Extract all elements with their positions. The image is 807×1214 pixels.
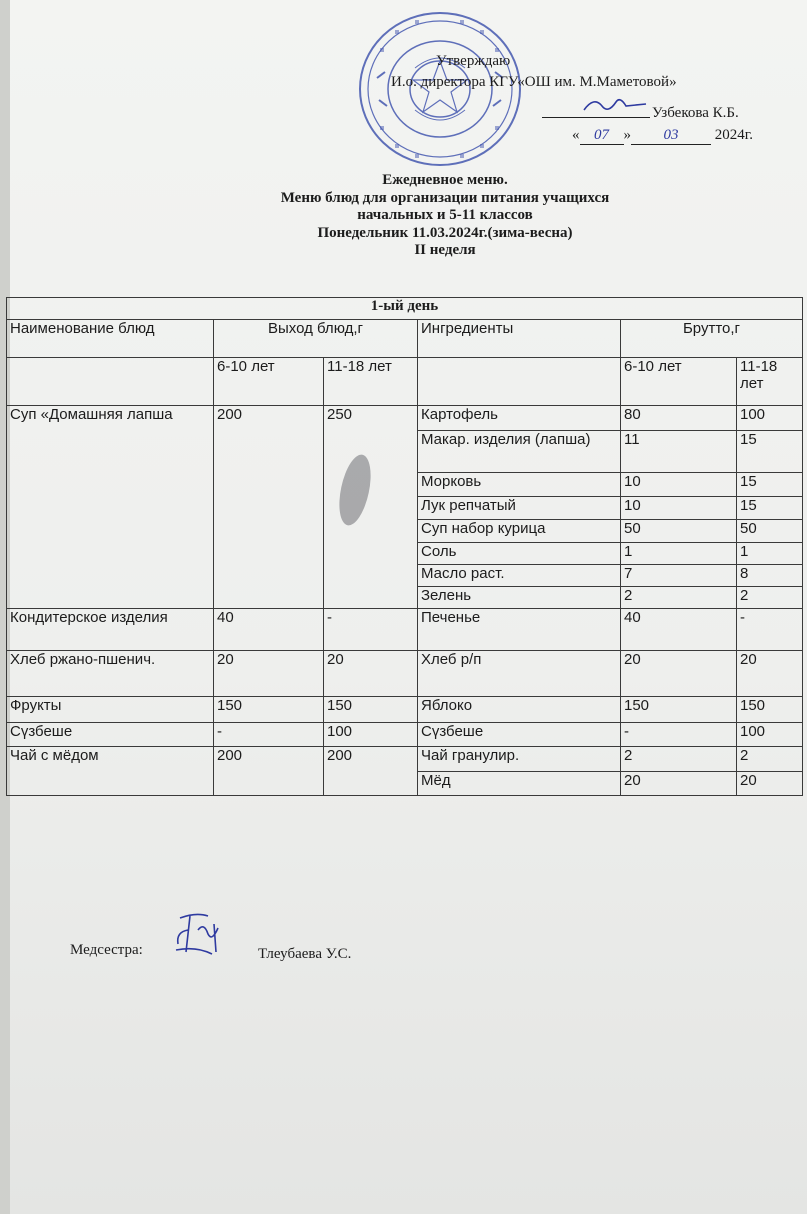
ingredient-name: Масло раст. — [418, 565, 621, 587]
table-row — [7, 697, 803, 723]
dish-yield-young: 20 — [214, 651, 324, 697]
table-row — [7, 406, 803, 431]
dish-yield-young: 40 — [214, 609, 324, 651]
ingredient-gross-old: 20 — [737, 651, 803, 697]
ingredient-name: Соль — [418, 543, 621, 565]
ingredient-gross-young: 11 — [621, 431, 737, 473]
ingredient-gross-young: 150 — [621, 697, 737, 723]
ingredient-gross-old: 150 — [737, 697, 803, 723]
approval-signature-line — [542, 117, 650, 118]
dish-yield-young: 150 — [214, 697, 324, 723]
ingredient-gross-young: 2 — [621, 747, 737, 772]
ingredient-gross-old: 15 — [737, 473, 803, 497]
col-header-dish: Наименование блюд — [7, 320, 214, 358]
header-week: II неделя — [414, 242, 476, 258]
col-header-ingredients: Ингредиенты — [418, 320, 621, 358]
ingredient-name: Сүзбеше — [418, 723, 621, 747]
director-signature — [580, 94, 650, 116]
ingredient-gross-young: 2 — [621, 587, 737, 609]
menu-header — [190, 172, 700, 260]
ingredient-name: Хлеб р/п — [418, 651, 621, 697]
dish-yield-old: 150 — [324, 697, 418, 723]
ink-smudge — [332, 450, 378, 530]
approval-date — [572, 126, 753, 145]
ingredient-gross-young: 20 — [621, 772, 737, 796]
ingredient-gross-young: 1 — [621, 543, 737, 565]
dish-name: Фрукты — [7, 697, 214, 723]
header-daily-menu: Ежедневное меню. — [382, 172, 508, 188]
header-date: Понедельник 11.03.2024г.(зима-весна) — [317, 224, 573, 241]
ingredient-name: Чай гранулир. — [418, 747, 621, 772]
dish-yield-old: 100 — [324, 723, 418, 747]
ingredient-name: Картофель — [418, 406, 621, 431]
ingredient-name: Макар. изделия (лапша) — [418, 431, 621, 473]
ingredient-gross-old: 1 — [737, 543, 803, 565]
ingredient-gross-young: 10 — [621, 497, 737, 520]
date-day: 07 — [580, 126, 624, 145]
date-year: 2024г. — [714, 127, 753, 143]
ingredient-gross-old: 15 — [737, 431, 803, 473]
ingredient-gross-old: 100 — [737, 723, 803, 747]
approval-name: Узбекова К.Б. — [652, 105, 739, 121]
approval-director: И.о. директора КГУ«ОШ им. М.Маметовой» — [391, 74, 677, 90]
ingredient-gross-old: 100 — [737, 406, 803, 431]
ingredient-name: Лук репчатый — [418, 497, 621, 520]
header-menu-description: Меню блюд для организации питания учащихся — [280, 189, 610, 206]
ingredient-gross-young: 50 — [621, 520, 737, 543]
approval-title: Утверждаю — [436, 53, 511, 69]
table-row — [7, 651, 803, 697]
age-header-empty-2 — [418, 358, 621, 406]
dish-name: Сүзбеше — [7, 723, 214, 747]
ingredient-gross-young: 10 — [621, 473, 737, 497]
dish-yield-old: 250 — [324, 406, 418, 609]
nurse-label: Медсестра: — [70, 942, 143, 958]
nurse-signature — [172, 908, 234, 958]
ingredient-name: Яблоко — [418, 697, 621, 723]
day-title: 1-ый день — [7, 298, 803, 320]
age-header-old-2: 11-18 лет — [737, 358, 803, 406]
ingredient-name: Печенье — [418, 609, 621, 651]
ingredient-gross-young: 7 — [621, 565, 737, 587]
table-row — [7, 723, 803, 747]
date-month: 03 — [631, 126, 711, 145]
ingredient-gross-old: 2 — [737, 747, 803, 772]
ingredient-gross-young: - — [621, 723, 737, 747]
ingredient-name: Морковь — [418, 473, 621, 497]
ingredient-gross-young: 80 — [621, 406, 737, 431]
dish-yield-young: 200 — [214, 406, 324, 609]
menu-table — [6, 297, 803, 796]
dish-yield-old: 200 — [324, 747, 418, 796]
age-header-young: 6-10 лет — [214, 358, 324, 406]
dish-yield-young: 200 — [214, 747, 324, 796]
ingredient-gross-old: 8 — [737, 565, 803, 587]
ingredient-name: Мёд — [418, 772, 621, 796]
dish-yield-old: - — [324, 609, 418, 651]
ingredient-gross-old: - — [737, 609, 803, 651]
date-close-quote: » — [623, 127, 631, 143]
col-header-yield: Выход блюд,г — [214, 320, 418, 358]
ingredient-name: Суп набор курица — [418, 520, 621, 543]
ingredient-gross-young: 40 — [621, 609, 737, 651]
ingredient-gross-old: 2 — [737, 587, 803, 609]
age-header-young-2: 6-10 лет — [621, 358, 737, 406]
dish-name: Кондитерское изделия — [7, 609, 214, 651]
ingredient-gross-old: 50 — [737, 520, 803, 543]
nurse-name: Тлеубаева У.С. — [258, 946, 352, 962]
header-classes: начальных и 5-11 классов — [357, 207, 533, 223]
ingredient-name: Зелень — [418, 587, 621, 609]
ingredient-gross-young: 20 — [621, 651, 737, 697]
col-header-gross: Брутто,г — [621, 320, 803, 358]
ingredient-gross-old: 15 — [737, 497, 803, 520]
date-open-quote: « — [572, 127, 580, 143]
table-row — [7, 609, 803, 651]
ingredient-gross-old: 20 — [737, 772, 803, 796]
dish-name: Чай с мёдом — [7, 747, 214, 796]
dish-name: Хлеб ржано-пшенич. — [7, 651, 214, 697]
age-header-old: 11-18 лет — [324, 358, 418, 406]
age-header-empty — [7, 358, 214, 406]
dish-yield-old: 20 — [324, 651, 418, 697]
table-row — [7, 747, 803, 772]
dish-name: Суп «Домашняя лапша — [7, 406, 214, 609]
dish-yield-young: - — [214, 723, 324, 747]
